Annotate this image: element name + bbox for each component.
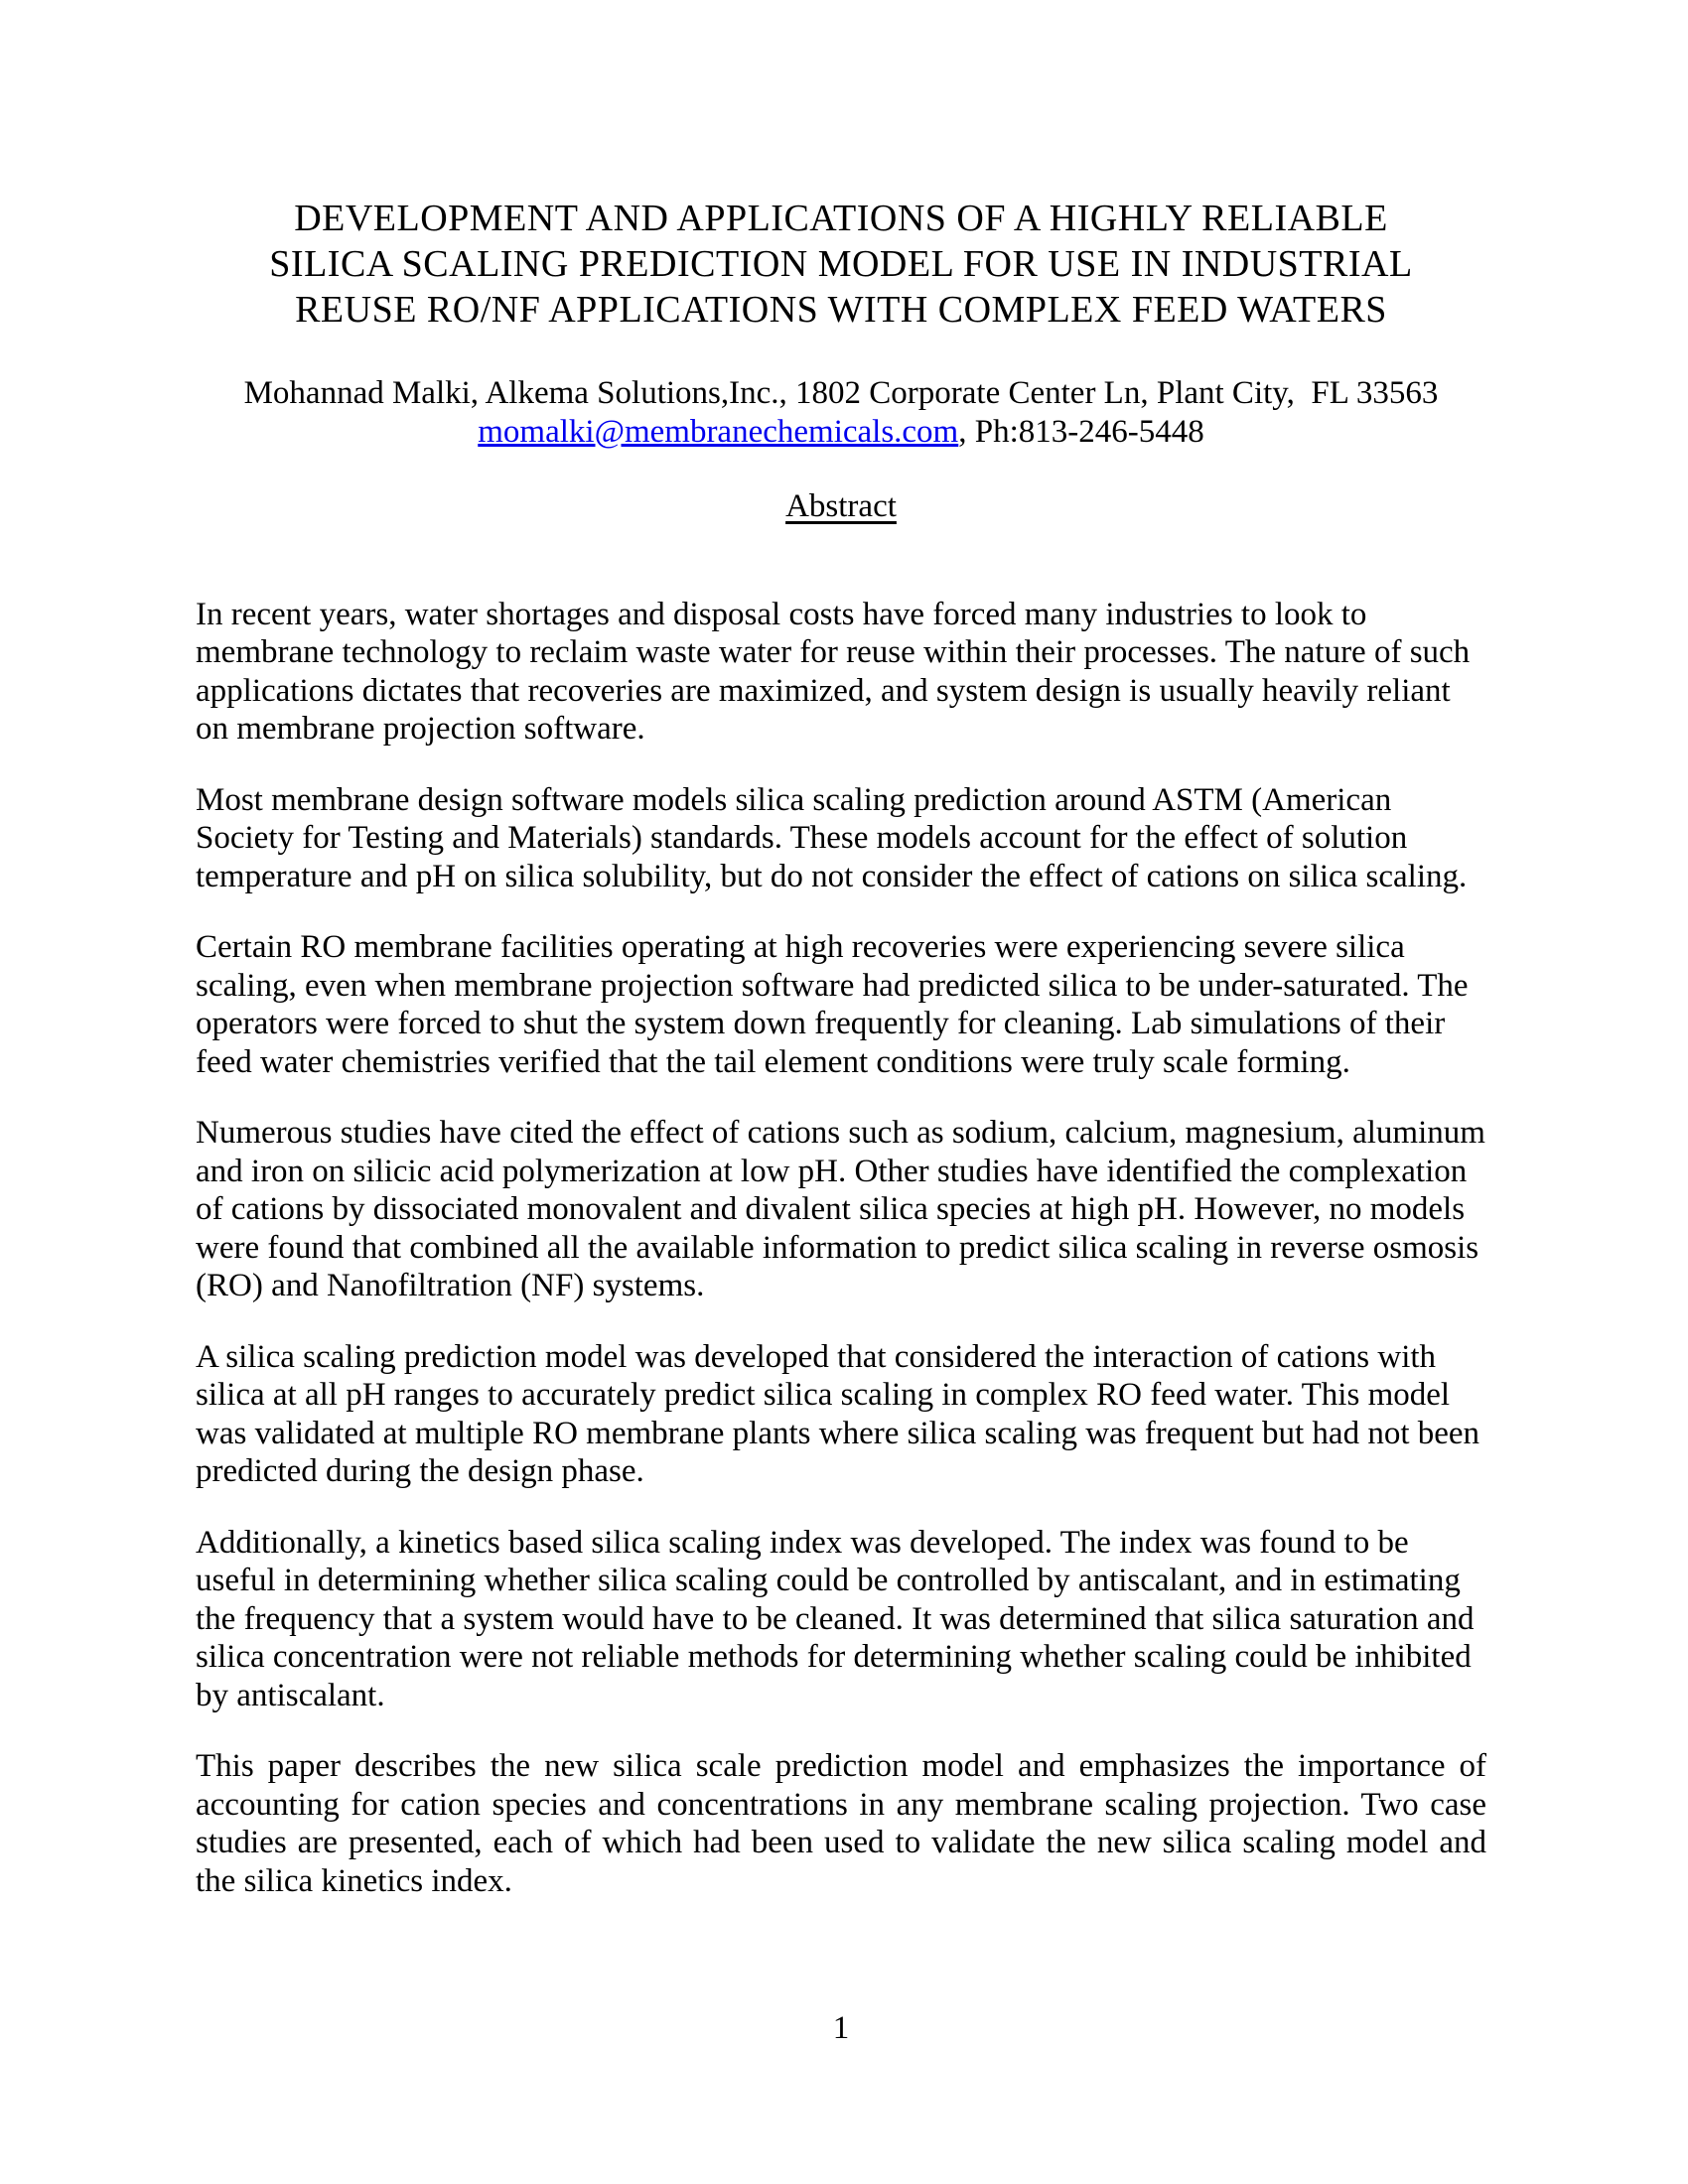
phone-text: , Ph:813-246-5448 (958, 413, 1204, 450)
title-line-3: REUSE RO/NF APPLICATIONS WITH COMPLEX FEED WATERS (295, 289, 1387, 331)
paragraph-5: A silica scaling prediction model was developed that considered the interaction of cations with silica at all pH ranges to accurately predict silica scaling in complex RO feed water. This model was validated at multiple RO membrane plants where silica scaling was frequent but had not been predicted during the design phase. (196, 1338, 1480, 1489)
paragraph-7: This paper describes the new silica scale prediction model and emphasizes the importance of accounting for cation species and concentrations in any membrane scaling projection. Two case studies are presented, each of which had been used to validate the new silica scaling model and the silica kinetics index. (196, 1748, 1486, 1899)
title-line-1: DEVELOPMENT AND APPLICATIONS OF A HIGHLY RELIABLE (294, 198, 1388, 239)
abstract-heading: Abstract (785, 488, 897, 524)
author-affiliation-line: Mohannad Malki, Alkema Solutions,Inc., 1802 Corporate Center Ln, Plant City, FL 33563 (243, 375, 1439, 411)
abstract-body (196, 596, 1486, 1901)
paragraph-1: In recent years, water shortages and disposal costs have forced many industries to look to membrane technology to reclaim waste water for reuse within their processes. The nature of such applications dictates that recoveries are maximized, and system design is usually heavily reliant on membrane projection software. (196, 596, 1471, 747)
email-link[interactable]: momalki@membranechemicals.com (478, 413, 959, 450)
paragraph-3: Certain RO membrane facilities operating at high recoveries were experiencing severe silica scaling, even when membrane projection software had predicted silica to be under-saturated. The operators were forced to shut the system down frequently for cleaning. Lab simulations of their feed water chemistries verified that the tail element conditions were truly scale forming. (196, 929, 1469, 1080)
paragraph-6: Additionally, a kinetics based silica scaling index was developed. The index was found to be useful in determining whether silica scaling could be controlled by antiscalant, and in estimating the frequency that a system would have to be cleaned. It was determined that silica saturation and silica concentration were not reliable methods for determining whether scaling could be inhibited by antiscalant. (196, 1524, 1475, 1713)
paragraph-2: Most membrane design software models silica scaling prediction around ASTM (American Society for Testing and Materials) standards. These models account for the effect of solution temperature and pH on silica solubility, but do not consider the effect of cations on silica scaling. (196, 781, 1468, 894)
contact-line (196, 413, 1486, 452)
page-content (196, 0, 1486, 2046)
paper-title (196, 0, 1486, 333)
title-line-2: SILICA SCALING PREDICTION MODEL FOR USE IN INDUSTRIAL (269, 243, 1413, 285)
paragraph-4: Numerous studies have cited the effect of cations such as sodium, calcium, magnesium, aluminum and iron on silicic acid polymerization at low pH. Other studies have identified the complexation of cations by dissociated monovalent and divalent silica species at high pH. However, no models were found that combined all the available information to predict silica scaling in reverse osmosis (RO) and Nanofiltration (NF) systems. (196, 1115, 1485, 1303)
page-number: 1 (832, 2010, 850, 2046)
